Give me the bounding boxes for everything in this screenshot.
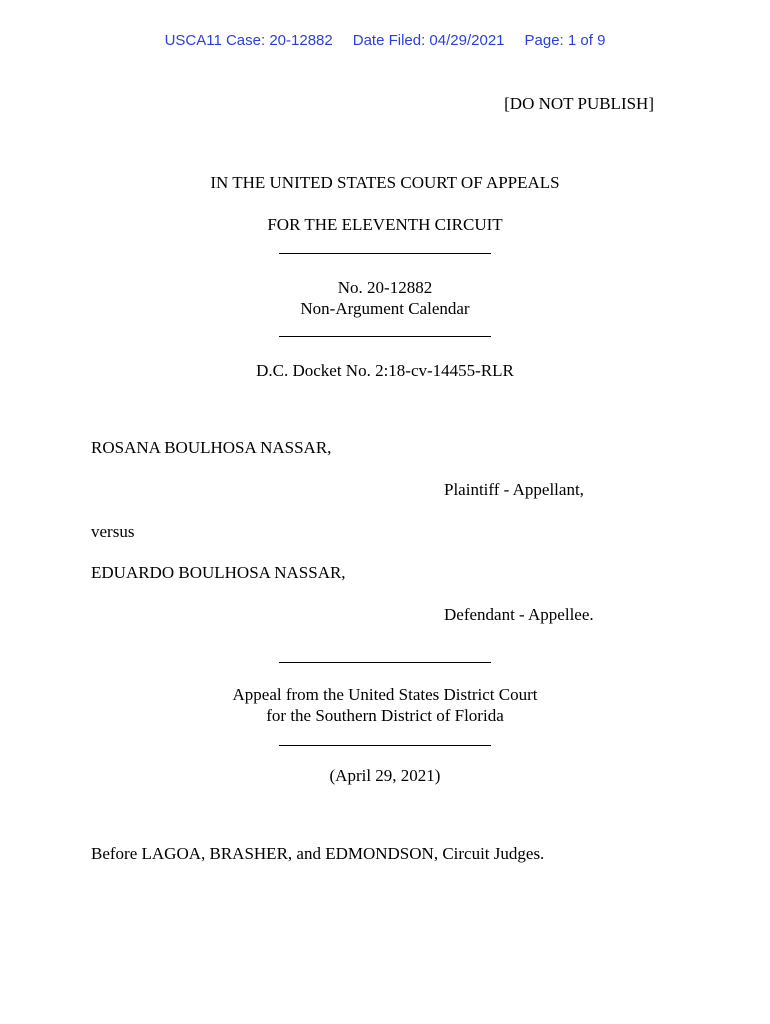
case-number: No. 20-12882 — [337, 278, 433, 297]
court-name: IN THE UNITED STATES COURT OF APPEALS — [210, 173, 560, 192]
plaintiff-role: Plaintiff - Appellant, — [444, 480, 584, 499]
calendar-type: Non-Argument Calendar — [300, 299, 470, 318]
defendant-role: Defendant - Appellee. — [444, 605, 594, 624]
versus-text: versus — [91, 522, 135, 541]
page-count-stamp: Page: 1 of 9 — [524, 32, 606, 49]
docket-number: D.C. Docket No. 2:18-cv-14455-RLR — [256, 361, 514, 380]
judges-panel: Before LAGOA, BRASHER, and EDMONDSON, Circuit Judges. — [91, 844, 545, 863]
appeal-origin-line2: for the Southern District of Florida — [266, 706, 504, 725]
divider-rule — [279, 336, 491, 337]
divider-rule — [279, 662, 491, 663]
case-number-stamp: USCA11 Case: 20-12882 — [164, 32, 333, 49]
decision-date: (April 29, 2021) — [329, 766, 441, 785]
divider-rule — [279, 253, 491, 254]
filing-header-stamp — [0, 32, 770, 49]
divider-rule — [279, 745, 491, 746]
plaintiff-name: ROSANA BOULHOSA NASSAR, — [91, 438, 332, 457]
appeal-origin-line1: Appeal from the United States District Court — [232, 685, 538, 704]
publish-status: [DO NOT PUBLISH] — [504, 94, 654, 113]
circuit-name: FOR THE ELEVENTH CIRCUIT — [267, 215, 503, 234]
date-filed-stamp: Date Filed: 04/29/2021 — [352, 32, 505, 49]
defendant-name: EDUARDO BOULHOSA NASSAR, — [91, 563, 346, 582]
